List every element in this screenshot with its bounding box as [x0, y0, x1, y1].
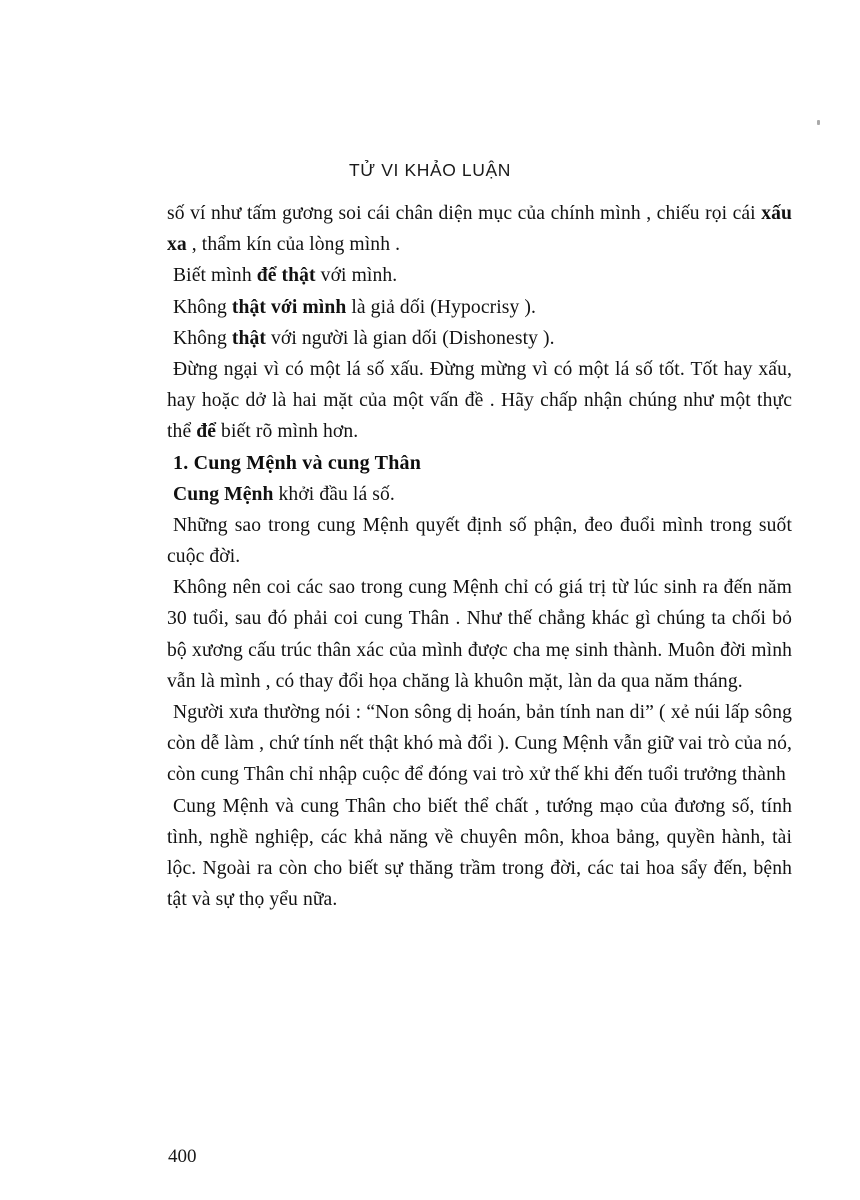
section-heading-1: 1. Cung Mệnh và cung Thân: [173, 451, 422, 474]
paragraph-line: Đừng ngại vì có một lá số xấu. Đừng mừng vì có một lá số tốt.: [173, 359, 685, 381]
paragraph-line: nhận chúng như một thực thể: [167, 390, 792, 443]
statement-text: là giả dối (Hypocrisy ).: [346, 296, 537, 318]
emphasis-de-that: để thật: [256, 265, 316, 287]
section-subheading: [167, 479, 792, 510]
scan-artifact-speck: [817, 120, 820, 125]
paragraph-line: chiếu rọi cái: [656, 203, 762, 224]
statement-line-2: [167, 292, 792, 323]
subheading-text: khởi đầu lá số.: [273, 483, 395, 505]
paragraph-proverb-non-song-di-hoan: Người xưa thường nói : “Non sông dị hoán, bản tính nan di” ( xẻ núi lấp sông còn dễ làm , chứ tính nết thật khó mà đổi ). Cung Mệnh vẫn giữ vai trò của nó, còn cung Thân chỉ nhập cuộc để đóng vai trò xử thế khi đến tuổi trưởng thành: [167, 702, 792, 786]
paragraph-line: , thẩm kín của lòng mình .: [186, 234, 401, 256]
page-number: 400: [168, 1146, 197, 1167]
paragraph-stars-in-cung-menh: Những sao trong cung Mệnh quyết định số phận, đeo đuổi mình trong suốt cuộc đời.: [167, 514, 792, 568]
statement-text: với người là gian dối (Dishonesty ).: [266, 327, 555, 349]
statement-text: với mình.: [315, 265, 398, 287]
emphasis-cung-menh: Cung Mệnh: [173, 483, 274, 505]
emphasis-de: để: [196, 421, 217, 443]
body-text-column: [167, 198, 792, 915]
statement-line-3: [167, 323, 792, 354]
paragraph-age-thirty-cung-than: Không nên coi các sao trong cung Mệnh chỉ có giá trị từ lúc sinh ra đến năm 30 tuổi, sau đó phải coi cung Thân . Như thế chẳng khác gì chúng ta chối bỏ bộ xương cấu trúc thân xác của mình được cha mẹ sinh thành. Muôn đời mình vẫn là mình , có thay đổi họa chăng là khuôn mặt, làn da qua năm tháng.: [167, 577, 792, 692]
paragraph-cung-menh-cung-than-traits: Cung Mệnh và cung Thân cho biết thể chất , tướng mạo của đương số, tính tình, nghề nghiệp, các khả năng về chuyên môn, khoa bảng, quyền hành, tài lộc. Ngoài ra còn cho biết sự thăng trầm trong đời, các tai hoa sẩy đến, bệnh tật và sự thọ yểu nữa.: [167, 795, 792, 911]
paragraph-continued-from-previous-page: [167, 198, 792, 260]
paragraph-line: Tốt hay xấu, hay hoặc dở là hai mặt của một vấn đề . Hãy chấp: [167, 359, 792, 412]
paragraph-good-bad-chart: [167, 354, 792, 448]
emphasis-that-voi-minh: thật với mình: [231, 296, 347, 318]
paragraph-line: biết rõ mình hơn.: [216, 421, 359, 443]
paragraph-line: số ví như tấm gương soi cái chân diện mục của chính mình ,: [167, 203, 652, 224]
statement-text: Không: [173, 296, 232, 318]
statement-text: Không: [173, 327, 232, 349]
statement-text: Biết mình: [173, 265, 257, 287]
emphasis-xau-xa: xấu xa: [167, 203, 792, 256]
running-header: TỬ VI KHẢO LUẬN: [348, 160, 512, 180]
emphasis-that: thật: [231, 327, 266, 349]
statement-line-1: [167, 260, 792, 291]
